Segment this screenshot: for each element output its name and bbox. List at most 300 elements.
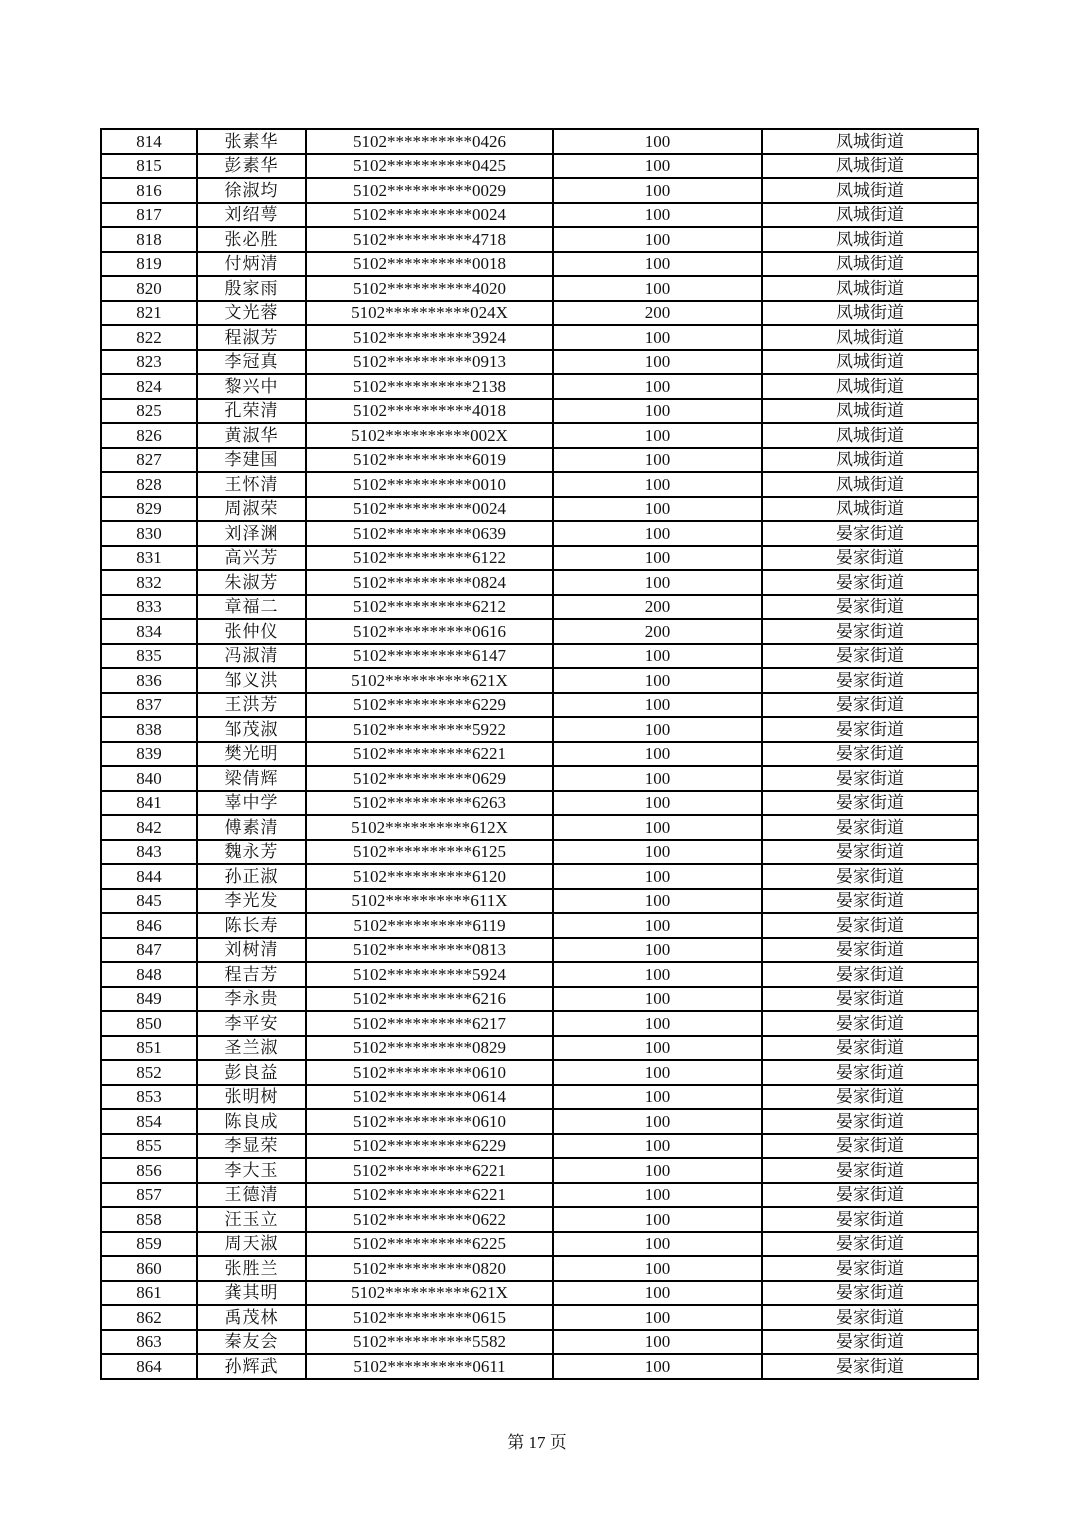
cell-person-name: 秦友会: [197, 1330, 306, 1355]
cell-street-name: 晏家街道: [762, 938, 978, 963]
cell-serial-number: 830: [101, 521, 197, 546]
cell-serial-number: 816: [101, 178, 197, 203]
cell-amount: 100: [553, 889, 762, 914]
cell-id-number: 5102**********2138: [306, 374, 553, 399]
cell-id-number: 5102**********6212: [306, 595, 553, 620]
cell-street-name: 晏家街道: [762, 717, 978, 742]
cell-amount: 100: [553, 1011, 762, 1036]
cell-amount: 100: [553, 423, 762, 448]
cell-amount: 100: [553, 178, 762, 203]
cell-serial-number: 825: [101, 399, 197, 424]
table-row: [101, 1354, 978, 1379]
cell-amount: 100: [553, 644, 762, 669]
cell-person-name: 李建国: [197, 448, 306, 473]
cell-amount: 200: [553, 595, 762, 620]
cell-person-name: 徐淑均: [197, 178, 306, 203]
cell-street-name: 凤城街道: [762, 350, 978, 375]
table-row: [101, 1085, 978, 1110]
cell-person-name: 付炳清: [197, 252, 306, 277]
cell-street-name: 晏家街道: [762, 1158, 978, 1183]
cell-amount: 100: [553, 325, 762, 350]
cell-amount: 100: [553, 374, 762, 399]
cell-serial-number: 836: [101, 668, 197, 693]
cell-street-name: 晏家街道: [762, 546, 978, 571]
table-row: [101, 1256, 978, 1281]
cell-amount: 100: [553, 472, 762, 497]
table-row: [101, 1232, 978, 1257]
table-row: [101, 913, 978, 938]
cell-person-name: 龚其明: [197, 1281, 306, 1306]
cell-amount: 100: [553, 1305, 762, 1330]
cell-id-number: 5102**********611X: [306, 889, 553, 914]
cell-serial-number: 841: [101, 791, 197, 816]
cell-person-name: 程淑芳: [197, 325, 306, 350]
cell-id-number: 5102**********0029: [306, 178, 553, 203]
cell-id-number: 5102**********0813: [306, 938, 553, 963]
cell-amount: 100: [553, 399, 762, 424]
cell-serial-number: 814: [101, 129, 197, 154]
cell-serial-number: 834: [101, 619, 197, 644]
cell-serial-number: 828: [101, 472, 197, 497]
table-row: [101, 766, 978, 791]
cell-serial-number: 854: [101, 1109, 197, 1134]
cell-person-name: 高兴芳: [197, 546, 306, 571]
cell-street-name: 晏家街道: [762, 693, 978, 718]
cell-street-name: 晏家街道: [762, 1281, 978, 1306]
cell-amount: 100: [553, 448, 762, 473]
cell-serial-number: 818: [101, 227, 197, 252]
cell-serial-number: 829: [101, 497, 197, 522]
table-row: [101, 497, 978, 522]
table-row: [101, 987, 978, 1012]
table-row: [101, 1158, 978, 1183]
cell-street-name: 晏家街道: [762, 1256, 978, 1281]
cell-serial-number: 835: [101, 644, 197, 669]
cell-serial-number: 839: [101, 742, 197, 767]
cell-person-name: 黎兴中: [197, 374, 306, 399]
cell-person-name: 朱淑芳: [197, 570, 306, 595]
cell-id-number: 5102**********5924: [306, 962, 553, 987]
table-row: [101, 129, 978, 154]
cell-street-name: 晏家街道: [762, 1305, 978, 1330]
table-row: [101, 815, 978, 840]
cell-street-name: 凤城街道: [762, 448, 978, 473]
cell-person-name: 张必胜: [197, 227, 306, 252]
page-footer: [0, 1428, 1074, 1453]
cell-person-name: 周淑荣: [197, 497, 306, 522]
table-row: [101, 154, 978, 179]
cell-person-name: 周天淑: [197, 1232, 306, 1257]
table-row: [101, 791, 978, 816]
cell-person-name: 李显荣: [197, 1134, 306, 1159]
cell-id-number: 5102**********3924: [306, 325, 553, 350]
table-row: [101, 374, 978, 399]
cell-street-name: 晏家街道: [762, 570, 978, 595]
cell-amount: 100: [553, 227, 762, 252]
cell-serial-number: 822: [101, 325, 197, 350]
cell-amount: 200: [553, 619, 762, 644]
cell-id-number: 5102**********0024: [306, 203, 553, 228]
cell-person-name: 李冠真: [197, 350, 306, 375]
cell-street-name: 晏家街道: [762, 1036, 978, 1061]
cell-id-number: 5102**********6019: [306, 448, 553, 473]
table-row: [101, 619, 978, 644]
cell-street-name: 晏家街道: [762, 595, 978, 620]
cell-id-number: 5102**********002X: [306, 423, 553, 448]
cell-person-name: 陈良成: [197, 1109, 306, 1134]
cell-serial-number: 851: [101, 1036, 197, 1061]
table-row: [101, 472, 978, 497]
cell-amount: 100: [553, 570, 762, 595]
cell-street-name: 晏家街道: [762, 521, 978, 546]
table-row: [101, 1109, 978, 1134]
cell-street-name: 晏家街道: [762, 815, 978, 840]
cell-person-name: 孙辉武: [197, 1354, 306, 1379]
cell-id-number: 5102**********621X: [306, 1281, 553, 1306]
cell-person-name: 张仲仪: [197, 619, 306, 644]
table-row: [101, 570, 978, 595]
cell-street-name: 凤城街道: [762, 399, 978, 424]
table-row: [101, 1305, 978, 1330]
cell-street-name: 凤城街道: [762, 497, 978, 522]
cell-id-number: 5102**********4718: [306, 227, 553, 252]
cell-serial-number: 855: [101, 1134, 197, 1159]
table-row: [101, 178, 978, 203]
cell-serial-number: 837: [101, 693, 197, 718]
cell-person-name: 禹茂林: [197, 1305, 306, 1330]
cell-serial-number: 864: [101, 1354, 197, 1379]
cell-person-name: 孔荣清: [197, 399, 306, 424]
table-row: [101, 1060, 978, 1085]
cell-serial-number: 827: [101, 448, 197, 473]
cell-id-number: 5102**********4018: [306, 399, 553, 424]
cell-serial-number: 842: [101, 815, 197, 840]
table-row: [101, 301, 978, 326]
cell-amount: 100: [553, 1158, 762, 1183]
cell-street-name: 凤城街道: [762, 129, 978, 154]
cell-id-number: 5102**********6221: [306, 742, 553, 767]
cell-amount: 100: [553, 350, 762, 375]
cell-serial-number: 821: [101, 301, 197, 326]
cell-id-number: 5102**********0616: [306, 619, 553, 644]
page-number-label: 第 17 页: [507, 1433, 567, 1452]
cell-street-name: 晏家街道: [762, 913, 978, 938]
cell-person-name: 李永贵: [197, 987, 306, 1012]
cell-street-name: 晏家街道: [762, 619, 978, 644]
cell-amount: 100: [553, 252, 762, 277]
cell-street-name: 晏家街道: [762, 1354, 978, 1379]
subsidy-roster-table: [100, 128, 979, 1380]
cell-amount: 100: [553, 913, 762, 938]
cell-amount: 100: [553, 668, 762, 693]
table-row: [101, 227, 978, 252]
table-row: [101, 546, 978, 571]
cell-id-number: 5102**********0622: [306, 1207, 553, 1232]
cell-person-name: 黄淑华: [197, 423, 306, 448]
cell-serial-number: 856: [101, 1158, 197, 1183]
cell-amount: 100: [553, 1281, 762, 1306]
cell-id-number: 5102**********0639: [306, 521, 553, 546]
cell-id-number: 5102**********0425: [306, 154, 553, 179]
cell-id-number: 5102**********5922: [306, 717, 553, 742]
table-row: [101, 693, 978, 718]
cell-street-name: 凤城街道: [762, 227, 978, 252]
cell-id-number: 5102**********0610: [306, 1060, 553, 1085]
cell-id-number: 5102**********6120: [306, 864, 553, 889]
table-body: [101, 129, 978, 1379]
cell-person-name: 李光发: [197, 889, 306, 914]
cell-amount: 100: [553, 1207, 762, 1232]
cell-id-number: 5102**********0615: [306, 1305, 553, 1330]
cell-person-name: 圣兰淑: [197, 1036, 306, 1061]
cell-serial-number: 860: [101, 1256, 197, 1281]
cell-amount: 100: [553, 962, 762, 987]
cell-id-number: 5102**********6229: [306, 693, 553, 718]
cell-amount: 100: [553, 1330, 762, 1355]
cell-id-number: 5102**********0820: [306, 1256, 553, 1281]
cell-person-name: 文光蓉: [197, 301, 306, 326]
cell-serial-number: 853: [101, 1085, 197, 1110]
cell-id-number: 5102**********024X: [306, 301, 553, 326]
cell-street-name: 晏家街道: [762, 1060, 978, 1085]
cell-street-name: 晏家街道: [762, 840, 978, 865]
cell-id-number: 5102**********6122: [306, 546, 553, 571]
cell-amount: 100: [553, 864, 762, 889]
cell-street-name: 凤城街道: [762, 301, 978, 326]
cell-person-name: 李大玉: [197, 1158, 306, 1183]
cell-person-name: 樊光明: [197, 742, 306, 767]
table-row: [101, 864, 978, 889]
cell-id-number: 5102**********6125: [306, 840, 553, 865]
table-row: [101, 1036, 978, 1061]
cell-person-name: 王怀清: [197, 472, 306, 497]
cell-amount: 100: [553, 1256, 762, 1281]
cell-id-number: 5102**********6147: [306, 644, 553, 669]
cell-id-number: 5102**********6217: [306, 1011, 553, 1036]
cell-serial-number: 817: [101, 203, 197, 228]
table-row: [101, 1183, 978, 1208]
cell-street-name: 晏家街道: [762, 1207, 978, 1232]
cell-street-name: 晏家街道: [762, 644, 978, 669]
table-row: [101, 889, 978, 914]
cell-person-name: 刘绍萼: [197, 203, 306, 228]
table-row: [101, 448, 978, 473]
cell-serial-number: 838: [101, 717, 197, 742]
cell-amount: 100: [553, 840, 762, 865]
cell-amount: 100: [553, 276, 762, 301]
cell-street-name: 凤城街道: [762, 472, 978, 497]
cell-serial-number: 862: [101, 1305, 197, 1330]
cell-serial-number: 857: [101, 1183, 197, 1208]
cell-street-name: 凤城街道: [762, 178, 978, 203]
cell-id-number: 5102**********0611: [306, 1354, 553, 1379]
cell-amount: 200: [553, 301, 762, 326]
cell-street-name: 凤城街道: [762, 423, 978, 448]
cell-serial-number: 840: [101, 766, 197, 791]
cell-id-number: 5102**********0629: [306, 766, 553, 791]
cell-serial-number: 861: [101, 1281, 197, 1306]
cell-serial-number: 833: [101, 595, 197, 620]
cell-amount: 100: [553, 1060, 762, 1085]
table-row: [101, 668, 978, 693]
cell-person-name: 王洪芳: [197, 693, 306, 718]
cell-id-number: 5102**********0614: [306, 1085, 553, 1110]
cell-person-name: 章福二: [197, 595, 306, 620]
cell-person-name: 王德清: [197, 1183, 306, 1208]
cell-person-name: 邹茂淑: [197, 717, 306, 742]
table-row: [101, 1011, 978, 1036]
cell-id-number: 5102**********6225: [306, 1232, 553, 1257]
table-row: [101, 423, 978, 448]
cell-street-name: 凤城街道: [762, 203, 978, 228]
table-row: [101, 742, 978, 767]
cell-serial-number: 850: [101, 1011, 197, 1036]
table-row: [101, 350, 978, 375]
cell-person-name: 张明树: [197, 1085, 306, 1110]
cell-person-name: 汪玉立: [197, 1207, 306, 1232]
cell-id-number: 5102**********4020: [306, 276, 553, 301]
cell-street-name: 凤城街道: [762, 325, 978, 350]
cell-amount: 100: [553, 766, 762, 791]
cell-street-name: 凤城街道: [762, 276, 978, 301]
cell-street-name: 晏家街道: [762, 1134, 978, 1159]
cell-street-name: 晏家街道: [762, 1085, 978, 1110]
cell-serial-number: 823: [101, 350, 197, 375]
cell-serial-number: 815: [101, 154, 197, 179]
cell-amount: 100: [553, 742, 762, 767]
cell-person-name: 彭素华: [197, 154, 306, 179]
cell-amount: 100: [553, 154, 762, 179]
cell-amount: 100: [553, 1109, 762, 1134]
cell-person-name: 傅素清: [197, 815, 306, 840]
cell-street-name: 晏家街道: [762, 1011, 978, 1036]
cell-serial-number: 858: [101, 1207, 197, 1232]
cell-serial-number: 859: [101, 1232, 197, 1257]
cell-serial-number: 846: [101, 913, 197, 938]
cell-street-name: 凤城街道: [762, 252, 978, 277]
cell-amount: 100: [553, 203, 762, 228]
cell-person-name: 魏永芳: [197, 840, 306, 865]
cell-amount: 100: [553, 521, 762, 546]
cell-id-number: 5102**********0010: [306, 472, 553, 497]
cell-amount: 100: [553, 1183, 762, 1208]
cell-person-name: 辜中学: [197, 791, 306, 816]
cell-serial-number: 831: [101, 546, 197, 571]
cell-street-name: 晏家街道: [762, 766, 978, 791]
cell-amount: 100: [553, 815, 762, 840]
cell-serial-number: 847: [101, 938, 197, 963]
cell-id-number: 5102**********0913: [306, 350, 553, 375]
cell-person-name: 陈长寿: [197, 913, 306, 938]
cell-amount: 100: [553, 1134, 762, 1159]
cell-id-number: 5102**********6119: [306, 913, 553, 938]
cell-person-name: 张素华: [197, 129, 306, 154]
cell-amount: 100: [553, 938, 762, 963]
table-row: [101, 717, 978, 742]
cell-id-number: 5102**********6221: [306, 1158, 553, 1183]
cell-amount: 100: [553, 717, 762, 742]
cell-amount: 100: [553, 1085, 762, 1110]
cell-person-name: 刘树清: [197, 938, 306, 963]
cell-street-name: 晏家街道: [762, 1232, 978, 1257]
cell-id-number: 5102**********6221: [306, 1183, 553, 1208]
cell-street-name: 凤城街道: [762, 374, 978, 399]
cell-serial-number: 852: [101, 1060, 197, 1085]
cell-id-number: 5102**********6229: [306, 1134, 553, 1159]
table-row: [101, 252, 978, 277]
table-row: [101, 1330, 978, 1355]
cell-amount: 100: [553, 987, 762, 1012]
cell-serial-number: 849: [101, 987, 197, 1012]
cell-person-name: 殷家雨: [197, 276, 306, 301]
table-row: [101, 938, 978, 963]
cell-id-number: 5102**********0024: [306, 497, 553, 522]
table-row: [101, 1207, 978, 1232]
cell-street-name: 晏家街道: [762, 791, 978, 816]
cell-serial-number: 832: [101, 570, 197, 595]
cell-amount: 100: [553, 497, 762, 522]
table-row: [101, 1281, 978, 1306]
cell-id-number: 5102**********6216: [306, 987, 553, 1012]
cell-id-number: 5102**********621X: [306, 668, 553, 693]
table-row: [101, 399, 978, 424]
cell-street-name: 晏家街道: [762, 1109, 978, 1134]
cell-id-number: 5102**********0824: [306, 570, 553, 595]
table-row: [101, 1134, 978, 1159]
table-row: [101, 840, 978, 865]
cell-amount: 100: [553, 693, 762, 718]
table-row: [101, 203, 978, 228]
cell-serial-number: 820: [101, 276, 197, 301]
cell-person-name: 彭良益: [197, 1060, 306, 1085]
cell-person-name: 孙正淑: [197, 864, 306, 889]
cell-person-name: 邹义洪: [197, 668, 306, 693]
table-row: [101, 644, 978, 669]
table-row: [101, 595, 978, 620]
cell-id-number: 5102**********0426: [306, 129, 553, 154]
cell-serial-number: 843: [101, 840, 197, 865]
cell-serial-number: 848: [101, 962, 197, 987]
cell-person-name: 程吉芳: [197, 962, 306, 987]
cell-serial-number: 845: [101, 889, 197, 914]
cell-amount: 100: [553, 1354, 762, 1379]
cell-serial-number: 819: [101, 252, 197, 277]
cell-serial-number: 863: [101, 1330, 197, 1355]
cell-id-number: 5102**********0610: [306, 1109, 553, 1134]
cell-person-name: 刘泽渊: [197, 521, 306, 546]
cell-street-name: 晏家街道: [762, 1330, 978, 1355]
cell-id-number: 5102**********0018: [306, 252, 553, 277]
cell-amount: 100: [553, 1036, 762, 1061]
cell-street-name: 晏家街道: [762, 1183, 978, 1208]
cell-person-name: 张胜兰: [197, 1256, 306, 1281]
cell-street-name: 晏家街道: [762, 962, 978, 987]
cell-id-number: 5102**********612X: [306, 815, 553, 840]
cell-amount: 100: [553, 129, 762, 154]
table-row: [101, 325, 978, 350]
cell-street-name: 晏家街道: [762, 864, 978, 889]
table-row: [101, 276, 978, 301]
cell-street-name: 晏家街道: [762, 668, 978, 693]
cell-street-name: 晏家街道: [762, 742, 978, 767]
cell-serial-number: 844: [101, 864, 197, 889]
cell-id-number: 5102**********0829: [306, 1036, 553, 1061]
table-row: [101, 962, 978, 987]
cell-amount: 100: [553, 791, 762, 816]
cell-street-name: 晏家街道: [762, 889, 978, 914]
cell-amount: 100: [553, 1232, 762, 1257]
cell-serial-number: 826: [101, 423, 197, 448]
